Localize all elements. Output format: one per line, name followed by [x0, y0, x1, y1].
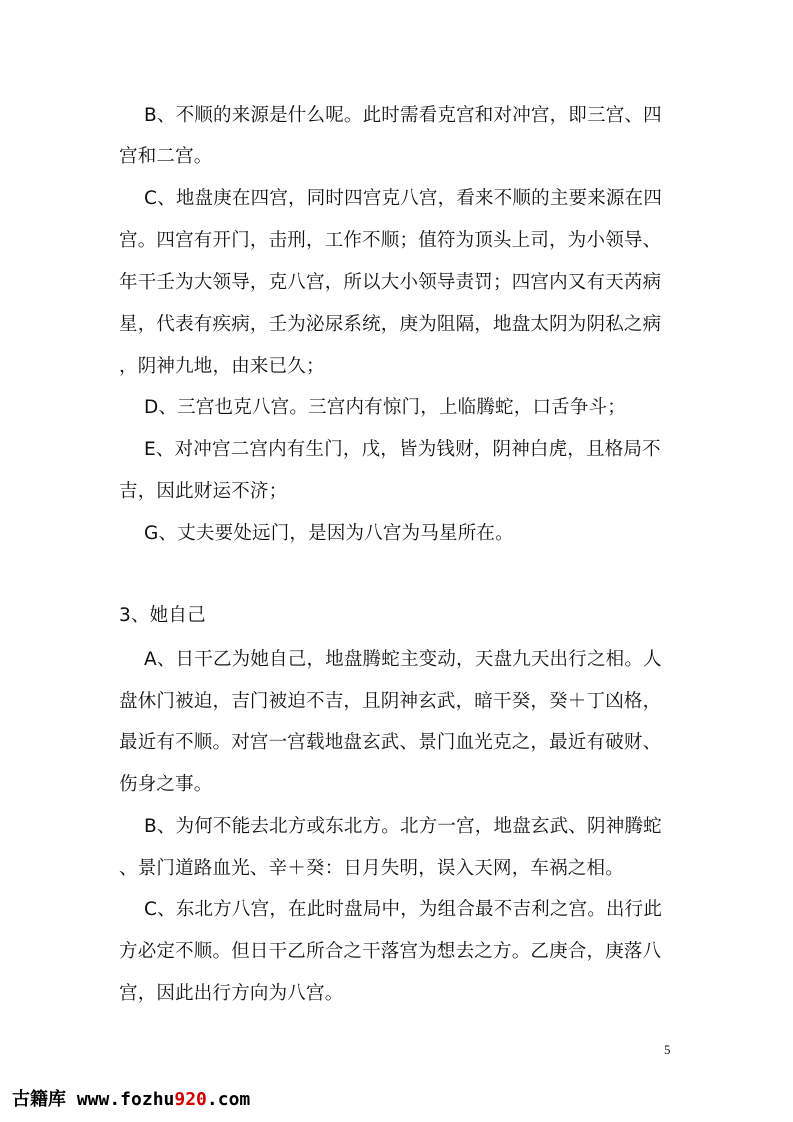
section-heading: 3、她自己 — [119, 605, 206, 626]
paragraph-b2-line-1: B、为何不能去北方或东北方。北方一宫，地盘玄武、阴神腾蛇 — [144, 816, 662, 837]
paragraph-c-line-2: 宫。四宫有开门，击刑，工作不顺；值符为顶头上司，为小领导、 — [119, 230, 662, 251]
paragraph-b2-line-2: 、景门道路血光、辛＋癸：日月失明，误入天网，车祸之相。 — [119, 858, 624, 879]
paragraph-c-line-3: 年干壬为大领导，克八宫，所以大小领导责罚；四宫内又有天芮病 — [119, 272, 662, 293]
paragraph-c-line-1: C、地盘庚在四宫，同时四宫克八宫，看来不顺的主要来源在四 — [144, 188, 663, 209]
footer-url-suffix: .com — [206, 1089, 251, 1110]
paragraph-b-line-1: B、不顺的来源是什么呢。此时需看克宫和对冲宫，即三宫、四 — [144, 105, 662, 126]
footer-url-highlight: 920 — [174, 1089, 207, 1110]
footer-url[interactable] — [66, 1089, 250, 1110]
paragraph-c2-line-1: C、东北方八宫，在此时盘局中，为组合最不吉利之宫。出行此 — [144, 899, 663, 920]
page-number: 5 — [664, 1042, 671, 1057]
footer-url-prefix: www.fozhu — [66, 1089, 175, 1110]
site-footer — [12, 1087, 250, 1113]
paragraph-b-line-2: 宫和二宫。 — [119, 146, 213, 167]
paragraph-e-line-1: E、对冲宫二宫内有生门，戊，皆为钱财，阴神白虎，且格局不 — [144, 439, 661, 460]
paragraph-a-line-2: 盘休门被迫，吉门被迫不吉，且阴神玄武，暗干癸，癸＋丁凶格， — [119, 691, 662, 712]
paragraph-c-line-5: ，阴神九地，由来已久； — [119, 356, 325, 377]
paragraph-c2-line-3: 宫，因此出行方向为八宫。 — [119, 983, 344, 1004]
paragraph-c2-line-2: 方必定不顺。但日干乙所合之干落宫为想去之方。乙庚合，庚落八 — [119, 941, 662, 962]
paragraph-a-line-4: 伤身之事。 — [119, 774, 213, 795]
paragraph-a-line-1: A、日干乙为她自己，地盘腾蛇主变动，天盘九天出行之相。人 — [144, 649, 662, 670]
paragraph-g-line-1: G、丈夫要处远门，是因为八宫为马星所在。 — [144, 523, 514, 544]
paragraph-a-line-3: 最近有不顺。对宫一宫载地盘玄武、景门血光克之，最近有破财、 — [119, 732, 662, 753]
paragraph-c-line-4: 星，代表有疾病，壬为泌尿系统，庚为阻隔，地盘太阴为阴私之病 — [119, 314, 662, 335]
footer-brand: 古籍库 — [12, 1089, 66, 1110]
paragraph-e-line-2: 吉，因此财运不济； — [119, 481, 288, 502]
paragraph-d-line-1: D、三宫也克八宫。三宫内有惊门，上临腾蛇，口舌争斗； — [144, 397, 626, 418]
